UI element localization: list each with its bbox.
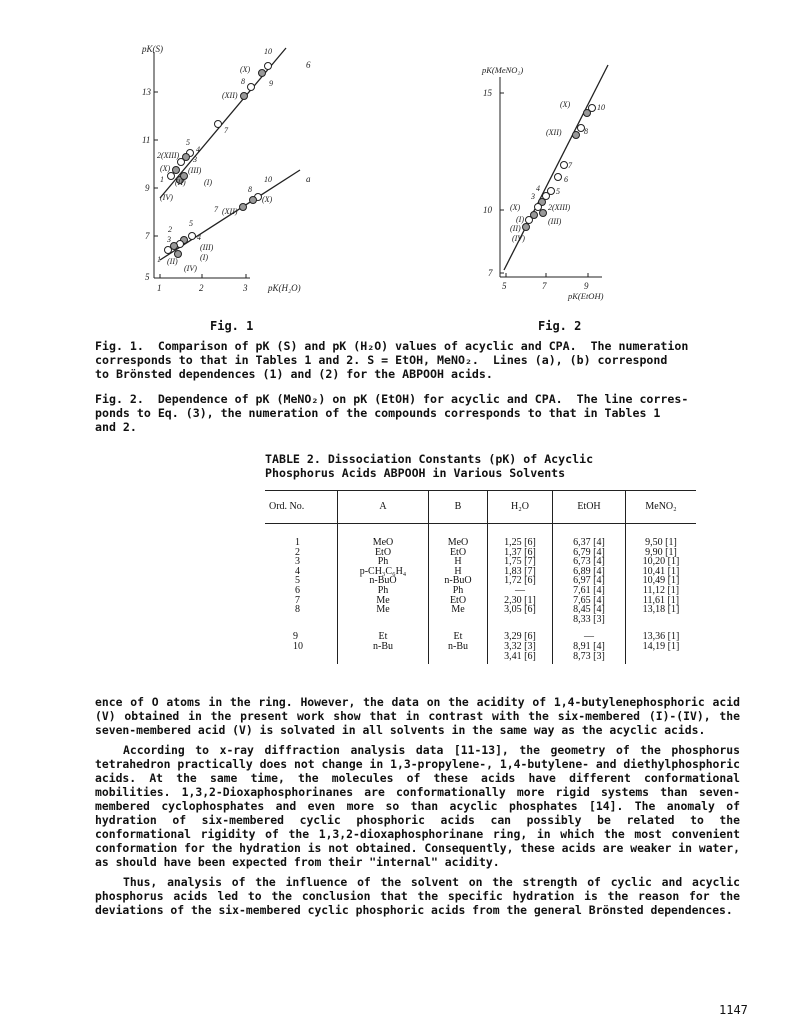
paragraph: According to x-ray diffraction analysis data [11-13], the geometry of the phosphorus tetrahedron practically does not change in 1,3-propylene-, 1,4-butylene- and diethylphosphoric acids. At the same time, the molecules of these acids have different conformational mobilities. 1,3,2-Dioxaphosphorinanes are conformationally more rigid systems than seven-membered cyclophosphates and even more so than acyclic phosphates [14]. The anomaly of hydration of six-membered cyclic phosphoric acids can possibly be related to the conformational rigidity of the 1,3,2-dioxaphosphorinane ring, in which the most convenient conformation for the hydration is not obtained. Consequently, these acids are weaker in water, as should have been expected from their "internal" acidity. [95,743,740,869]
figure-2-caption: Fig. 2. Dependence of pK (MeNO₂) on pK (EtOH) for acyclic and CPA. The line corres- ponds to Eq. (3), the numeration of the compounds corresponds to that in Tables 1 and 2. [95,392,689,434]
point-label: (ІV) [184,264,197,273]
fig2-y-tick: 7 [488,268,493,278]
data-point [250,197,257,204]
point-label: 6 [564,175,568,184]
point-label: 3 [193,155,197,164]
point-label: 5 [186,138,190,147]
point-label: (ІІІ) [548,217,562,226]
fig1-y-axis-label: pK(S) [142,44,163,54]
fig1-line-label-b: 6 [306,60,311,70]
data-point [523,224,530,231]
fig1-x-tick: 2 [199,283,204,293]
point-label: 4 [197,233,201,242]
fig1-x-tick: 1 [157,283,162,293]
fig2-y-tick: 10 [483,205,492,215]
figure-1-caption: Fig. 1. Comparison of pK (S) and pK (H₂O) values of acyclic and CPA. The numeration corresponds to that in Tables 1 and 2. S = EtOH, MeNO₂. Lines (a), (b) correspond to Brönsted dependences (1) and (2) for the ABPOOH acids. [95,339,689,381]
fig1-x-tick: 3 [243,283,248,293]
fig1-x-axis-label: pK(H₂O) [268,283,301,293]
data-point [555,174,562,181]
fig2-x-tick: 5 [502,281,507,291]
point-label: 1 [157,255,161,264]
data-point [173,167,180,174]
point-label: (ІІІ) [200,243,214,252]
fig1-y-tick: 13 [142,87,151,97]
point-label: (ІІ) [167,257,178,266]
point-label: (І) [204,178,212,187]
point-label: 2(ХІІІ) [157,151,180,160]
point-label: (Х) [160,164,171,173]
figure-1 [140,40,330,300]
cell-ord: 9 10 [293,631,303,652]
column-header: H₂O [488,491,553,524]
point-label: (ІV) [512,234,525,243]
data-point [561,162,568,169]
data-point [241,93,248,100]
point-label: 10 [597,103,605,112]
paragraph: Thus, analysis of the influence of the solvent on the strength of cyclic and acyclic phosphorus acids led to the conclusion that the specific hydration is the reason for the deviations of the six-membered cyclic phosphoric acids from the general Brönsted dependences. [95,875,740,917]
data-point [526,217,533,224]
cell-a: MeO EtO Ph p-CH₃C₆H₄ n-BuO Ph Me Me [338,524,429,625]
point-label: 10 [264,175,272,184]
table-row-group [265,624,696,664]
point-label: 5 [556,187,560,196]
data-point [168,173,175,180]
point-label: (ХІІ) [222,91,238,100]
point-label: 10 [264,47,272,56]
page-number: 1147 [719,1003,748,1017]
fig2-x-tick: 9 [584,281,589,291]
fig2-x-tick: 7 [542,281,547,291]
fig1-y-tick: 7 [145,231,150,241]
data-point [248,84,255,91]
point-label: 8 [584,127,588,136]
column-header: A [338,491,429,524]
point-label: 5 [189,219,193,228]
cell-h2o: 1,25 [6] 1,37 [6] 1,75 [7] 1,83 [7] 1,72 [6] — 2,30 [1] 3,05 [6] [488,524,553,625]
data-point [584,110,591,117]
data-point [535,204,542,211]
fig1-upper-points [168,63,272,184]
data-table [265,490,696,664]
column-header: MeNO₂ [626,491,697,524]
data-point [189,233,196,240]
point-label: 3 [531,192,535,201]
column-header: Ord. No. [265,491,338,524]
point-label: 7 [568,161,572,170]
data-point [165,247,172,254]
data-point [240,204,247,211]
point-label: (Х) [262,195,273,204]
point-label: (ІІ) [510,224,521,233]
point-label: 9 [269,79,273,88]
paragraph: ence of O atoms in the ring. However, the data on the acidity of 1,4-butylenephosphoric acid (V) obtained in the present work show that in contrast with the six-membered (I)-(IV), the seven-membered acid (V) is solvated in all solvents in the same way as the acyclic acids. [95,695,740,737]
point-label: (І) [200,253,208,262]
fig1-y-tick: 9 [145,183,150,193]
point-label: (Х) [560,100,571,109]
point-label: 8 [241,77,245,86]
point-label: (ІІ) [175,178,186,187]
cell-etoh: — 8,91 [4] 8,73 [3] [553,624,626,664]
cell-b: MeO EtO H H n-BuO Ph EtO Me [429,524,488,625]
point-label: 3 [167,235,171,244]
data-point [265,63,272,70]
point-label: (ХІІ) [546,128,562,137]
cell-h2o: 3,29 [6] 3,32 [3] 3,41 [6] [488,624,553,664]
fig2-y-tick: 15 [483,88,492,98]
point-label: 1 [160,175,164,184]
table-row-group [265,524,696,625]
point-label: 7 [224,126,228,135]
point-label: (ІІІ) [188,166,202,175]
point-label: 4 [536,184,540,193]
fig2-y-axis-label: pK(MeNO₂) [482,65,524,75]
point-label: (ІV) [160,193,173,202]
point-label: (Х) [240,65,251,74]
data-point [215,121,222,128]
table-header-row [265,491,696,524]
point-label: (І) [516,215,524,224]
body-text [95,695,740,917]
column-header: B [429,491,488,524]
point-label: 7 [214,205,218,214]
point-label: 4 [196,145,200,154]
cell-ord: 1 2 3 4 5 6 7 8 [295,537,300,616]
data-point [573,132,580,139]
cell-b: Et n-Bu [429,624,488,664]
cell-meno2: 9,50 [1] 9,90 [1] 10,20 [1] 10,41 [1] 10,49 [1] 11,12 [1] 11,61 [1] 13,18 [1] [626,524,697,625]
point-label: (ХІІ) [222,207,238,216]
data-point [540,210,547,217]
fig1-y-tick: 5 [145,272,150,282]
fig1-y-tick: 11 [142,135,151,145]
fig1-line-label-a: a [306,174,311,184]
fig2-x-axis-label: pK(EtOH) [568,291,604,301]
column-header: EtOH [553,491,626,524]
point-label: 2 [168,225,172,234]
cell-meno2: 13,36 [1] 14,19 [1] [626,624,697,664]
figure-1-label: Fig. 1 [210,319,254,333]
point-label: (Х) [510,203,521,212]
point-label: 2(ХІІІ) [548,203,571,212]
cell-etoh: 6,37 [4] 6,79 [4] 6,73 [4] 6,89 [4] 6,97 [4] 7,61 [4] 7,65 [4] 8,45 [4] 8,33 [3] [553,524,626,625]
data-point [259,70,266,77]
cell-a: Et n-Bu [338,624,429,664]
point-label: 8 [248,185,252,194]
figure-2-label: Fig. 2 [538,319,582,333]
figure-2 [480,55,630,305]
table-title: TABLE 2. Dissociation Constants (pK) of Acyclic Phosphorus Acids ABPOOH in Various Solvents [265,452,594,480]
